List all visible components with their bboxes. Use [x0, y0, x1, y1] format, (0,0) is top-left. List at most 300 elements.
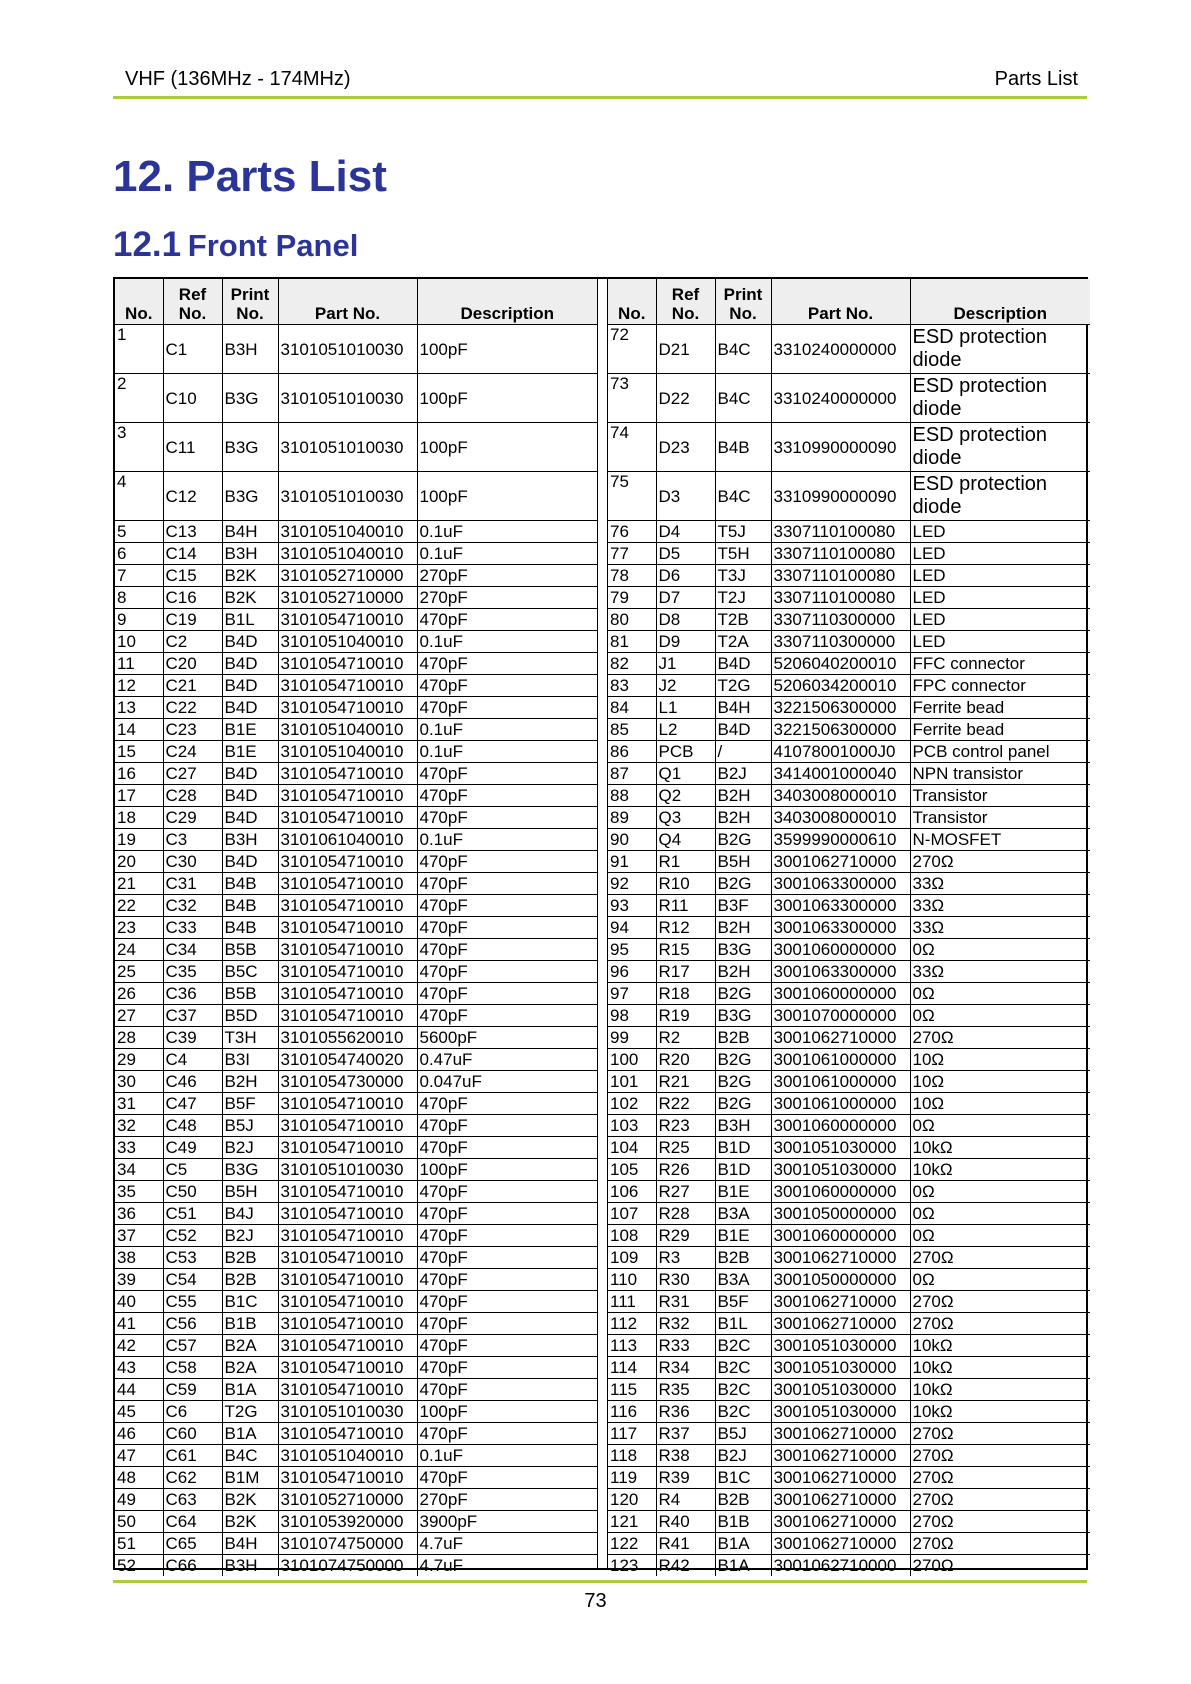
cell-part-no: 3101054710010 [278, 1093, 417, 1115]
table-row [115, 1533, 597, 1555]
cell-part-no: 3101052710000 [278, 1489, 417, 1511]
cell-no: 111 [608, 1291, 656, 1313]
cell-ref-no: R41 [656, 1533, 715, 1555]
cell-part-no: 3101054710010 [278, 609, 417, 631]
cell-part-no: 3001060000000 [771, 983, 910, 1005]
cell-no: 86 [608, 741, 656, 763]
cell-description: 470pF [417, 1005, 597, 1027]
cell-print-no: B3I [222, 1049, 278, 1071]
cell-no: 99 [608, 1027, 656, 1049]
table-row [115, 374, 597, 423]
cell-print-no: B3G [222, 374, 278, 423]
cell-part-no: 3001070000000 [771, 1005, 910, 1027]
cell-print-no: B3H [222, 829, 278, 851]
cell-ref-no: C22 [163, 697, 222, 719]
cell-print-no: B3G [715, 939, 771, 961]
cell-description: ESD protection diode [910, 325, 1090, 374]
table-row [608, 719, 1090, 741]
table-row [608, 1093, 1090, 1115]
cell-print-no: B4D [222, 631, 278, 653]
cell-ref-no: R26 [656, 1159, 715, 1181]
cell-no: 98 [608, 1005, 656, 1027]
table-row [608, 807, 1090, 829]
cell-print-no: B3H [222, 1555, 278, 1577]
cell-description: Transistor [910, 807, 1090, 829]
table-row [115, 1379, 597, 1401]
cell-ref-no: D23 [656, 423, 715, 472]
cell-no: 12 [115, 675, 163, 697]
cell-no: 47 [115, 1445, 163, 1467]
cell-ref-no: C24 [163, 741, 222, 763]
cell-no: 1 [115, 325, 163, 374]
running-header-left: VHF (136MHz - 174MHz) [125, 68, 351, 90]
table-row [608, 785, 1090, 807]
table-row [608, 1049, 1090, 1071]
cell-description: 100pF [417, 325, 597, 374]
cell-no: 45 [115, 1401, 163, 1423]
cell-description: 0Ω [910, 1181, 1090, 1203]
cell-no: 112 [608, 1313, 656, 1335]
cell-print-no: B2C [715, 1401, 771, 1423]
table-row [115, 829, 597, 851]
cell-description: 470pF [417, 785, 597, 807]
cell-print-no: B2J [715, 1445, 771, 1467]
cell-ref-no: C19 [163, 609, 222, 631]
cell-part-no: 3001062710000 [771, 1555, 910, 1577]
cell-print-no: B4D [222, 675, 278, 697]
table-row [115, 939, 597, 961]
cell-part-no: 3001060000000 [771, 1225, 910, 1247]
cell-print-no: B5B [222, 983, 278, 1005]
column-header-description [910, 279, 1090, 325]
table-row [608, 961, 1090, 983]
cell-description: 470pF [417, 653, 597, 675]
cell-part-no: 3101054710010 [278, 851, 417, 873]
cell-print-no: B5H [222, 1181, 278, 1203]
cell-description: 270Ω [910, 1445, 1090, 1467]
cell-print-no: B2J [715, 763, 771, 785]
cell-part-no: 3001063300000 [771, 873, 910, 895]
table-row [115, 1467, 597, 1489]
cell-part-no: 3101054710010 [278, 1379, 417, 1401]
cell-print-no: B1C [222, 1291, 278, 1313]
cell-print-no: B2G [715, 1049, 771, 1071]
table-row [115, 851, 597, 873]
cell-ref-no: C10 [163, 374, 222, 423]
cell-no: 34 [115, 1159, 163, 1181]
cell-part-no: 3001063300000 [771, 917, 910, 939]
cell-no: 93 [608, 895, 656, 917]
table-row [115, 1269, 597, 1291]
cell-part-no: 3001061000000 [771, 1071, 910, 1093]
cell-part-no: 3101054710010 [278, 1423, 417, 1445]
cell-description: 470pF [417, 983, 597, 1005]
cell-description: 0Ω [910, 1005, 1090, 1027]
table-row [608, 1401, 1090, 1423]
cell-no: 74 [608, 423, 656, 472]
cell-ref-no: L2 [656, 719, 715, 741]
cell-print-no: B4H [715, 697, 771, 719]
cell-description: 470pF [417, 1313, 597, 1335]
cell-part-no: 3101054710010 [278, 1291, 417, 1313]
cell-part-no: 3101051040010 [278, 741, 417, 763]
cell-ref-no: R33 [656, 1335, 715, 1357]
cell-description: 100pF [417, 423, 597, 472]
cell-print-no: B4C [715, 325, 771, 374]
cell-description: 470pF [417, 1291, 597, 1313]
cell-ref-no: C34 [163, 939, 222, 961]
cell-description: 33Ω [910, 895, 1090, 917]
table-row [115, 1291, 597, 1313]
cell-no: 23 [115, 917, 163, 939]
cell-no: 100 [608, 1049, 656, 1071]
cell-print-no: B3H [222, 543, 278, 565]
cell-no: 5 [115, 521, 163, 543]
column-header-line2: No. [729, 304, 757, 323]
table-row [608, 423, 1090, 472]
cell-description: 470pF [417, 895, 597, 917]
cell-part-no: 3101051010030 [278, 1401, 417, 1423]
cell-part-no: 3101051010030 [278, 325, 417, 374]
cell-no: 2 [115, 374, 163, 423]
parts-table-right [608, 279, 1090, 1576]
cell-print-no: B1B [222, 1313, 278, 1335]
cell-description: 0.047uF [417, 1071, 597, 1093]
cell-no: 82 [608, 653, 656, 675]
cell-print-no: B4B [222, 917, 278, 939]
cell-no: 26 [115, 983, 163, 1005]
cell-no: 101 [608, 1071, 656, 1093]
cell-description: LED [910, 631, 1090, 653]
cell-part-no: 3307110100080 [771, 565, 910, 587]
cell-ref-no: C29 [163, 807, 222, 829]
cell-part-no: 5206040200010 [771, 653, 910, 675]
cell-part-no: 3101052710000 [278, 565, 417, 587]
cell-description: 470pF [417, 1115, 597, 1137]
column-header-line2: Part No. [807, 304, 874, 323]
cell-description: 270Ω [910, 1027, 1090, 1049]
cell-no: 75 [608, 472, 656, 521]
table-row [115, 609, 597, 631]
cell-no: 50 [115, 1511, 163, 1533]
table-row [608, 895, 1090, 917]
cell-ref-no: C61 [163, 1445, 222, 1467]
cell-print-no: B4D [222, 785, 278, 807]
cell-ref-no: L1 [656, 697, 715, 719]
table-row [608, 1137, 1090, 1159]
cell-part-no: 3001051030000 [771, 1137, 910, 1159]
cell-print-no: B1A [715, 1533, 771, 1555]
cell-part-no: 3101052710000 [278, 587, 417, 609]
cell-part-no: 3101054710010 [278, 1005, 417, 1027]
cell-ref-no: C5 [163, 1159, 222, 1181]
cell-ref-no: C23 [163, 719, 222, 741]
cell-ref-no: C27 [163, 763, 222, 785]
cell-ref-no: R25 [656, 1137, 715, 1159]
cell-ref-no: C4 [163, 1049, 222, 1071]
cell-print-no: B2H [715, 961, 771, 983]
cell-ref-no: R3 [656, 1247, 715, 1269]
table-row [115, 1511, 597, 1533]
cell-print-no: B1E [715, 1181, 771, 1203]
table-row [115, 961, 597, 983]
cell-description: 270Ω [910, 1423, 1090, 1445]
cell-ref-no: C11 [163, 423, 222, 472]
cell-no: 17 [115, 785, 163, 807]
table-row [115, 587, 597, 609]
table-row [608, 1159, 1090, 1181]
table-row [608, 1291, 1090, 1313]
column-header-line2: No. [178, 304, 207, 323]
column-header-line1: Print [723, 285, 763, 304]
cell-description: 470pF [417, 1423, 597, 1445]
cell-ref-no: C39 [163, 1027, 222, 1049]
cell-ref-no: R1 [656, 851, 715, 873]
cell-description: 0.1uF [417, 719, 597, 741]
table-row [115, 1401, 597, 1423]
cell-no: 28 [115, 1027, 163, 1049]
table-row [115, 983, 597, 1005]
cell-print-no: B2K [222, 587, 278, 609]
cell-no: 81 [608, 631, 656, 653]
cell-print-no: B2B [715, 1489, 771, 1511]
cell-print-no: B4D [715, 719, 771, 741]
cell-print-no: B4B [222, 895, 278, 917]
column-header-description [417, 279, 597, 325]
cell-ref-no: R22 [656, 1093, 715, 1115]
cell-description: 470pF [417, 763, 597, 785]
cell-ref-no: C64 [163, 1511, 222, 1533]
cell-description: 470pF [417, 1269, 597, 1291]
cell-no: 30 [115, 1071, 163, 1093]
cell-print-no: B3H [222, 325, 278, 374]
column-header-print-no [222, 279, 278, 325]
cell-description: ESD protection diode [910, 472, 1090, 521]
cell-description: 0.1uF [417, 543, 597, 565]
table-row [115, 1115, 597, 1137]
cell-print-no: B2B [715, 1247, 771, 1269]
table-row [608, 1115, 1090, 1137]
cell-part-no: 3001051030000 [771, 1159, 910, 1181]
cell-description: 470pF [417, 939, 597, 961]
cell-ref-no: R36 [656, 1401, 715, 1423]
cell-print-no: B4D [222, 807, 278, 829]
cell-ref-no: C62 [163, 1467, 222, 1489]
cell-no: 113 [608, 1335, 656, 1357]
cell-print-no: B2H [715, 807, 771, 829]
cell-ref-no: C30 [163, 851, 222, 873]
cell-part-no: 3101054710010 [278, 917, 417, 939]
cell-description: 470pF [417, 1181, 597, 1203]
cell-print-no: B2G [715, 983, 771, 1005]
cell-no: 119 [608, 1467, 656, 1489]
cell-description: 10kΩ [910, 1401, 1090, 1423]
cell-description: ESD protection diode [910, 374, 1090, 423]
cell-no: 90 [608, 829, 656, 851]
cell-print-no: T5H [715, 543, 771, 565]
cell-description: NPN transistor [910, 763, 1090, 785]
page-number: 73 [584, 1590, 607, 1612]
cell-ref-no: C51 [163, 1203, 222, 1225]
table-row [115, 1423, 597, 1445]
cell-description: 4.7uF [417, 1555, 597, 1577]
cell-description: 470pF [417, 873, 597, 895]
cell-no: 19 [115, 829, 163, 851]
cell-print-no: B2B [715, 1027, 771, 1049]
cell-part-no: 3101051040010 [278, 631, 417, 653]
table-row [115, 1005, 597, 1027]
cell-part-no: 3001062710000 [771, 1291, 910, 1313]
cell-part-no: 3101051010030 [278, 423, 417, 472]
cell-description: 10kΩ [910, 1357, 1090, 1379]
table-row [608, 1181, 1090, 1203]
cell-no: 77 [608, 543, 656, 565]
cell-print-no: B1C [715, 1467, 771, 1489]
cell-description: 270pF [417, 587, 597, 609]
cell-description: 470pF [417, 697, 597, 719]
cell-print-no: B2C [715, 1335, 771, 1357]
table-row [115, 1181, 597, 1203]
cell-ref-no: C36 [163, 983, 222, 1005]
cell-description: 0.1uF [417, 829, 597, 851]
cell-ref-no: D4 [656, 521, 715, 543]
table-row [115, 472, 597, 521]
cell-print-no: B1A [222, 1379, 278, 1401]
cell-part-no: 3101054710010 [278, 895, 417, 917]
cell-part-no: 3101054710010 [278, 763, 417, 785]
table-row [115, 697, 597, 719]
cell-no: 106 [608, 1181, 656, 1203]
table-row [115, 325, 597, 374]
cell-no: 120 [608, 1489, 656, 1511]
cell-part-no: 3101055620010 [278, 1027, 417, 1049]
cell-no: 51 [115, 1533, 163, 1555]
column-header-line1: Print [230, 285, 270, 304]
table-row [115, 763, 597, 785]
cell-part-no: 3101051010030 [278, 374, 417, 423]
cell-print-no: B3F [715, 895, 771, 917]
table-row [115, 1555, 597, 1577]
cell-no: 15 [115, 741, 163, 763]
cell-ref-no: C32 [163, 895, 222, 917]
table-row [608, 675, 1090, 697]
cell-no: 3 [115, 423, 163, 472]
cell-ref-no: R32 [656, 1313, 715, 1335]
cell-ref-no: C46 [163, 1071, 222, 1093]
cell-print-no: B5F [222, 1093, 278, 1115]
cell-no: 97 [608, 983, 656, 1005]
cell-print-no: B2A [222, 1357, 278, 1379]
cell-no: 7 [115, 565, 163, 587]
table-row [608, 851, 1090, 873]
cell-print-no: B1E [222, 741, 278, 763]
cell-no: 73 [608, 374, 656, 423]
cell-part-no: 3001062710000 [771, 1027, 910, 1049]
cell-no: 33 [115, 1137, 163, 1159]
cell-description: 100pF [417, 1159, 597, 1181]
cell-print-no: B5F [715, 1291, 771, 1313]
cell-description: 470pF [417, 807, 597, 829]
cell-print-no: B4H [222, 1533, 278, 1555]
cell-description: 470pF [417, 961, 597, 983]
cell-no: 25 [115, 961, 163, 983]
cell-no: 48 [115, 1467, 163, 1489]
cell-print-no: B3H [715, 1115, 771, 1137]
cell-no: 103 [608, 1115, 656, 1137]
cell-description: 33Ω [910, 917, 1090, 939]
cell-print-no: T2B [715, 609, 771, 631]
table-row [608, 983, 1090, 1005]
table-row [608, 1511, 1090, 1533]
cell-part-no: 3001063300000 [771, 895, 910, 917]
cell-part-no: 3101074750000 [278, 1533, 417, 1555]
cell-no: 32 [115, 1115, 163, 1137]
cell-ref-no: R34 [656, 1357, 715, 1379]
cell-description: 270Ω [910, 1467, 1090, 1489]
cell-part-no: 41078001000J0 [771, 741, 910, 763]
cell-no: 31 [115, 1093, 163, 1115]
table-row [608, 1335, 1090, 1357]
cell-ref-no: C55 [163, 1291, 222, 1313]
cell-part-no: 3101051040010 [278, 1445, 417, 1467]
table-row [115, 1071, 597, 1093]
cell-part-no: 3307110100080 [771, 587, 910, 609]
cell-part-no: 3307110300000 [771, 631, 910, 653]
table-row [608, 1313, 1090, 1335]
cell-print-no: B5B [222, 939, 278, 961]
cell-ref-no: C1 [163, 325, 222, 374]
cell-no: 121 [608, 1511, 656, 1533]
table-row [608, 697, 1090, 719]
cell-print-no: B4B [222, 873, 278, 895]
cell-no: 89 [608, 807, 656, 829]
cell-ref-no: D22 [656, 374, 715, 423]
cell-ref-no: C15 [163, 565, 222, 587]
cell-print-no: B2C [715, 1379, 771, 1401]
cell-description: Ferrite bead [910, 719, 1090, 741]
cell-ref-no: D3 [656, 472, 715, 521]
cell-part-no: 3310990000090 [771, 423, 910, 472]
cell-print-no: B1A [222, 1423, 278, 1445]
table-row [608, 565, 1090, 587]
table-row [608, 1203, 1090, 1225]
cell-ref-no: R42 [656, 1555, 715, 1577]
cell-ref-no: C13 [163, 521, 222, 543]
cell-part-no: 3101054740020 [278, 1049, 417, 1071]
cell-ref-no: C12 [163, 472, 222, 521]
cell-ref-no: C6 [163, 1401, 222, 1423]
table-row [115, 785, 597, 807]
cell-description: 470pF [417, 1093, 597, 1115]
cell-print-no: B3A [715, 1203, 771, 1225]
cell-ref-no: C37 [163, 1005, 222, 1027]
cell-ref-no: Q4 [656, 829, 715, 851]
cell-ref-no: J1 [656, 653, 715, 675]
table-row [608, 741, 1090, 763]
cell-no: 118 [608, 1445, 656, 1467]
cell-print-no: B4H [222, 521, 278, 543]
cell-print-no: B3G [222, 472, 278, 521]
cell-part-no: 3101054710010 [278, 807, 417, 829]
cell-no: 22 [115, 895, 163, 917]
cell-print-no: B2H [715, 917, 771, 939]
cell-description: 270Ω [910, 1533, 1090, 1555]
cell-print-no: B2C [715, 1357, 771, 1379]
cell-no: 108 [608, 1225, 656, 1247]
cell-print-no: B1E [222, 719, 278, 741]
cell-ref-no: D8 [656, 609, 715, 631]
cell-description: 10Ω [910, 1071, 1090, 1093]
